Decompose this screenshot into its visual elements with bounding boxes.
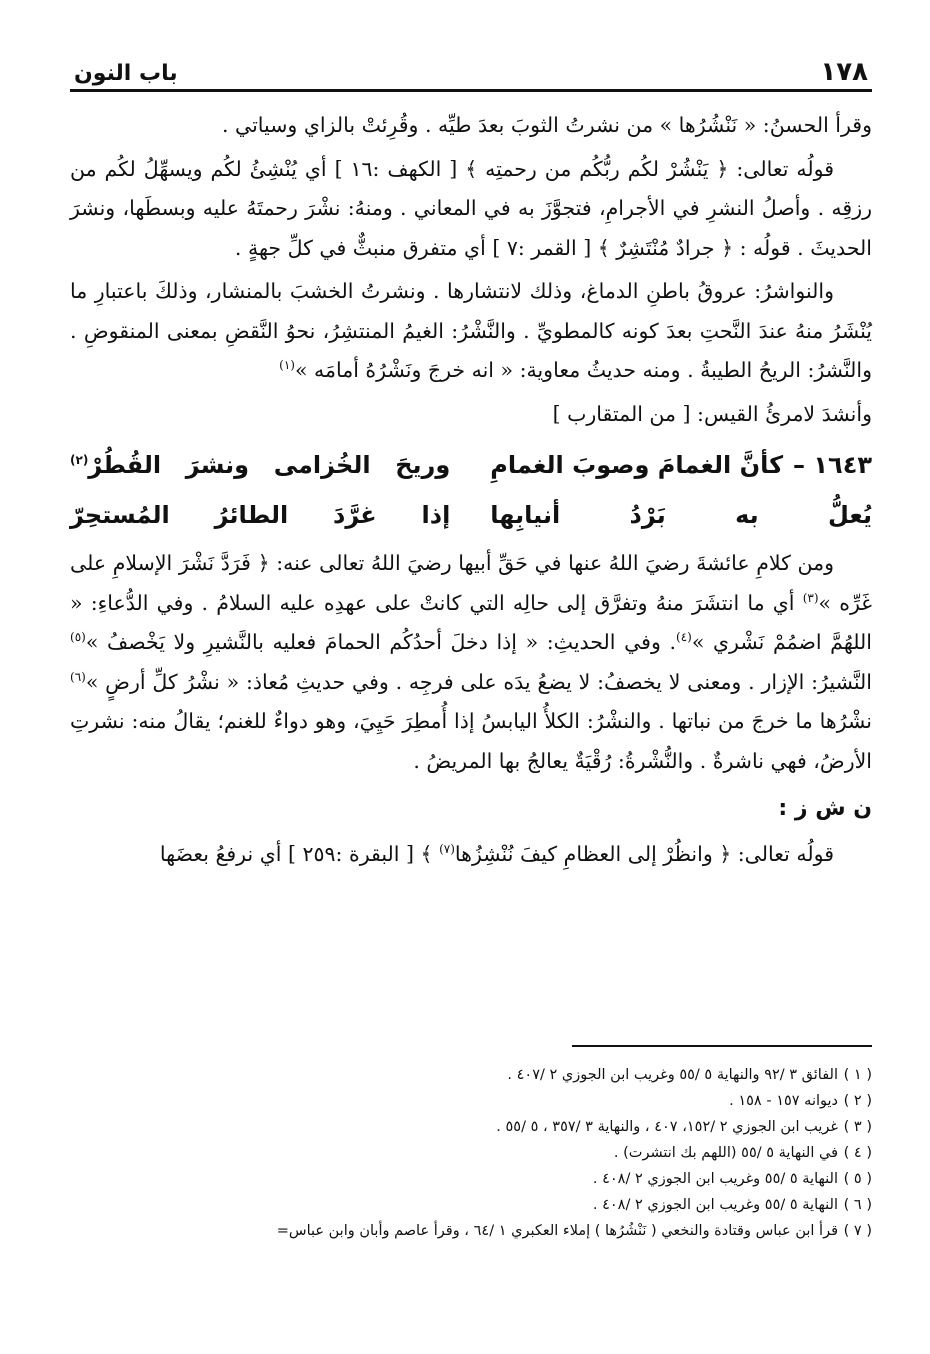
paragraph-text: ﴾ [ البقرة :٢٥٩ ] أي نرفعُ بعضَها [159, 842, 433, 866]
verse-hemistich: إذا غرَّدَ الطائرُ المُستحِرّ [70, 501, 451, 529]
footnote-ref: (٣) [802, 590, 819, 605]
paragraph-text: . وفي الحديثِ: « إذا دخلَ أحدُكُم الحمامَ فعليه بالنَّشيرِ ولا يَخْصفُ » [85, 630, 676, 654]
page-number: ١٧٨ [820, 57, 868, 87]
main-text [70, 106, 872, 875]
verse-number: ١٦٤٣ – [793, 451, 872, 479]
footnote-number: ( ٥ ) [843, 1171, 872, 1187]
paragraph-text: أي ما انتشَرَ منهُ وتفرَّق إلى حالِه التي كانتْ على عهدِه عليه السلامُ . وفي الدُّعاءِ: « اللهُمَّ اضمُمْ نَشْري » [70, 590, 872, 654]
paragraph-text: نشْرُها ما خرجَ من نباتها . والنشْرُ: الكلأُ اليابسُ إذا أُمطِرَ حَيِيَ، وهو دواءٌ للغنم؛ يقالُ منه: نشرتِ الأرضُ، فهي ناشرةٌ . والنُّشْرةُ: رُقْيَةٌ يعالجُ بها المريضُ . [70, 709, 872, 773]
footnote-ref: (٤) [676, 630, 692, 645]
paragraph: وقرأ الحسنُ: « نَنْشُرُها » من نشرتُ الثوبَ بعدَ طيِّه . وقُرِئتْ بالزاي وسياتي . [221, 113, 872, 137]
footnote-number: ( ٤ ) [843, 1145, 872, 1161]
footnote [70, 1062, 872, 1088]
section-heading: ن ش ز : [778, 796, 872, 821]
verse-hemistich [70, 440, 450, 490]
footnote [70, 1140, 872, 1166]
footnotes [70, 1062, 872, 1244]
footnote [70, 1166, 872, 1192]
paragraph-text: النَّشيرُ: الإزار . ومعنى لا يخصفُ: لا يضعُ يدَه على فرجِه . وفي حديثِ مُعاذ: « نشْرُ كلِّ أرضٍ » [85, 669, 872, 694]
footnote [70, 1192, 872, 1218]
footnote-text: ديوانه ١٥٧ - ١٥٨ . [729, 1093, 838, 1109]
paragraph-text: ومن كلامِ عائشةَ رضيَ اللهُ عنها في حَقِّ أبيها رضيَ اللهُ تعالى عنه: ﴿ فَرَدَّ نَشْرَ الإسلامِ على غَرِّه » [70, 551, 872, 615]
footnote-text: في النهاية ٥ /٥٥ (اللهم بك انتشرت) . [613, 1145, 838, 1161]
paragraph: قولُه تعالى: ﴿ يَنْشُرْ لكُم ربُّكُم من رحمتِه ﴾ [ الكهف :١٦ ] أي يُنْشِئُ لكُم ويسهِّلُ لكُم من رزقِه . وأصلُ النشرِ في الأجرامِ، فتجوَّزَ به في المعاني . ومنهُ: نشْرَ رحمتَهُ عليه وبسطَها، ونشرَ الحديثَ . قولُه : ﴿ جرادٌ مُنْتَشِرٌ ﴾ [ القمر :٧ ] أي متفرق منبثٌّ في كلِّ جهةٍ . [70, 156, 872, 260]
footnote-number: ( ٣ ) [843, 1119, 872, 1135]
footnote [70, 1218, 872, 1244]
footnote-text: الفائق ٣ /٩٢ والنهاية ٥ /٥٥ وغريب ابن الجوزي ٢ /٤٠٧ . [507, 1067, 838, 1083]
footnote-text: النهاية ٥ /٥٥ وغريب ابن الجوزي ٢ /٤٠٨ . [592, 1171, 838, 1187]
footnote [70, 1114, 872, 1140]
paragraph [70, 835, 872, 875]
paragraph [70, 272, 872, 391]
verse-hemistich [490, 440, 872, 490]
poem-verse [70, 440, 872, 540]
paragraph [70, 544, 872, 781]
verse-text: كأنَّ الغمامَ وصوبَ الغمامِ [490, 451, 784, 479]
verse-text: وريحَ الخُزامى ونشرَ القُطُرْ [88, 451, 451, 479]
paragraph-text: والنواشرُ: عروقُ باطنِ الدماغ، وذلك لانتشارها . ونشرتُ الخشبَ بالمنشار، وذلكَ باعتبارِ ما يُنْشَرُ منهُ عندَ النَّحتِ بعدَ كونه كالمطويِّ . والنَّشْرُ: الغيمُ المنتشِرُ، نحوُ النَّقضِ بمعنى المنقوضِ . والنَّشرُ: الريحُ الطيبةُ . ومنه حديثُ معاوية: « انه خرجَ ونَشْرُهُ أمامَه » [70, 279, 872, 382]
footnote-text: النهاية ٥ /٥٥ وغريب ابن الجوزي ٢ /٤٠٨ . [592, 1197, 838, 1213]
footnote-ref: (٢) [70, 453, 89, 467]
footnote-number: ( ٧ ) [843, 1223, 872, 1239]
footnote-divider [572, 1045, 872, 1047]
running-title: باب النون [74, 61, 178, 86]
footnote-text: قرأ ابن عباس وقتادة والنخعي ( نَنْشُرُها ) إملاء العكبري ١ /٦٤ ، وقرأ عاصم وأبان وابن عباس= [276, 1223, 838, 1239]
page-header [70, 52, 872, 92]
verse-hemistich: يُعلُّ به بَرْدُ أنيابِها [490, 501, 872, 529]
footnote [70, 1088, 872, 1114]
footnote-number: ( ١ ) [843, 1067, 872, 1083]
footnote-ref: (٦) [70, 669, 86, 684]
footnote-ref: (٧) [439, 842, 455, 857]
paragraph-text: قولُه تعالى: ﴿ وانظُرْ إلى العظامِ كيفَ نُنْشِزُها [454, 842, 834, 866]
footnote-ref: (١) [279, 358, 295, 373]
footnote-number: ( ٦ ) [843, 1197, 872, 1213]
paragraph: وأنشدَ لامرئُ القيس: [ من المتقارب ] [552, 401, 872, 426]
footnote-ref: (٥) [70, 630, 86, 645]
footnote-number: ( ٢ ) [843, 1093, 872, 1109]
footnote-text: غريب ابن الجوزي ٢ /١٥٢، ٤٠٧ ، والنهاية ٣ /٣٥٧ ، ٥ /٥٥ . [496, 1119, 838, 1135]
